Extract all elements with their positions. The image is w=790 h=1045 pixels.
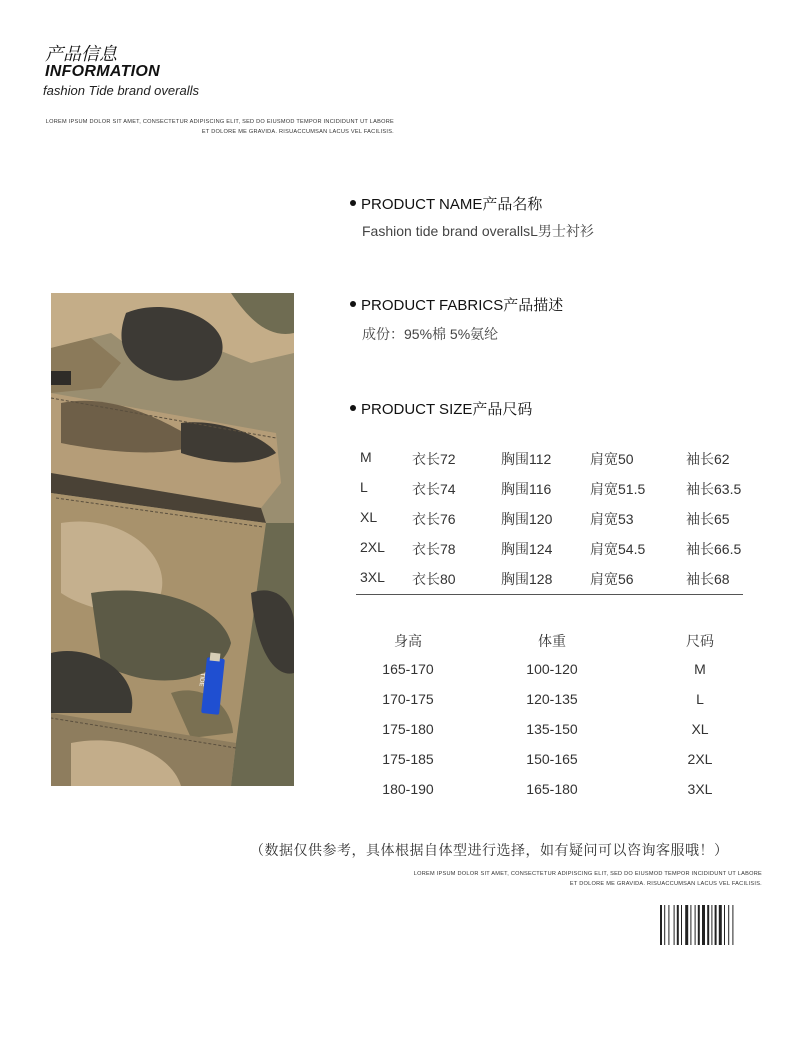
size-cell: 肩宽53 xyxy=(590,511,634,527)
size-table xyxy=(358,443,758,593)
size-cell: 衣长72 xyxy=(412,451,456,467)
barcode-bar xyxy=(732,905,733,945)
heading-text: PRODUCT NAME产品名称 xyxy=(361,196,543,213)
size-cell: 衣长78 xyxy=(412,541,456,557)
size-cell: XL xyxy=(360,509,378,525)
fit-cell: 170-175 xyxy=(382,691,434,707)
barcode-bar xyxy=(685,905,688,945)
fit-cell: 165-170 xyxy=(382,661,434,677)
size-cell: M xyxy=(360,449,372,465)
size-cell: 胸围116 xyxy=(501,481,552,497)
barcode-bar xyxy=(711,905,712,945)
fit-row xyxy=(360,715,760,745)
fit-cell: XL xyxy=(691,721,709,737)
section-divider xyxy=(356,594,743,595)
bullet-dot xyxy=(350,200,356,206)
barcode-bar xyxy=(664,905,665,945)
fit-cell: 120-135 xyxy=(526,691,578,707)
size-cell: 胸围112 xyxy=(501,451,552,467)
fit-cell: 180-190 xyxy=(382,781,434,797)
product-name-value: Fashion tide brand overallsL男士衬衫 xyxy=(362,223,594,239)
size-cell: 肩宽50 xyxy=(590,451,634,467)
barcode-bar xyxy=(719,905,722,945)
barcode-bar xyxy=(674,905,675,945)
lorem-block-top xyxy=(46,117,394,137)
fit-row xyxy=(360,775,760,805)
fit-header-cell: 体重 xyxy=(538,633,566,649)
size-cell: 肩宽51.5 xyxy=(590,481,646,497)
fit-guide-table xyxy=(360,625,760,805)
fit-cell: 2XL xyxy=(687,751,713,767)
size-cell: L xyxy=(360,479,368,495)
bullet-dot xyxy=(350,405,356,411)
lorem-line: ET DOLORE ME GRAVIDA. RISUACCUMSAN LACUS VEL FACILISIS. xyxy=(201,129,394,135)
reference-note: （数据仅供参考，具体根据自体型进行选择，如有疑问可以咨询客服哦！） xyxy=(250,842,729,858)
size-cell: 衣长80 xyxy=(412,571,456,587)
lorem-line: LOREM IPSUM DOLOR SIT AMET, CONSECTETUR ADIPISCING ELIT, SED DO EIUSMOD TEMPOR INCIDIDUNT UT LABORE xyxy=(45,119,394,125)
barcode-bar xyxy=(702,905,705,945)
fit-cell: 135-150 xyxy=(526,721,578,737)
size-cell: 3XL xyxy=(360,569,385,585)
fit-header-cell: 尺码 xyxy=(686,633,714,649)
barcode-icon xyxy=(660,905,760,945)
size-cell: 袖长63.5 xyxy=(686,481,742,497)
size-cell: 袖长66.5 xyxy=(686,541,742,557)
product-fabrics-value: 成份：95%棉 5%氨纶 xyxy=(362,326,499,342)
product-fabrics-heading xyxy=(350,294,563,315)
product-photo xyxy=(51,293,294,786)
size-cell: 肩宽54.5 xyxy=(590,541,646,557)
barcode-bar xyxy=(690,905,691,945)
size-cell: 肩宽56 xyxy=(590,571,634,587)
heading-text: PRODUCT FABRICS产品描述 xyxy=(361,297,564,314)
size-row xyxy=(358,533,758,563)
barcode-bar xyxy=(715,905,717,945)
fit-cell: 3XL xyxy=(687,781,713,797)
size-row xyxy=(358,443,758,473)
fit-cell: L xyxy=(696,691,704,707)
heading-text: PRODUCT SIZE产品尺码 xyxy=(361,401,533,418)
barcode-bar xyxy=(728,905,729,945)
barcode-bar xyxy=(660,905,662,945)
size-row xyxy=(358,473,758,503)
barcode-bar xyxy=(698,905,700,945)
size-row xyxy=(358,503,758,533)
size-cell: 胸围120 xyxy=(501,511,553,527)
size-cell: 胸围128 xyxy=(501,571,553,587)
barcode-bar xyxy=(695,905,696,945)
barcode-bar xyxy=(681,905,682,945)
size-cell: 2XL xyxy=(360,539,385,555)
fit-cell: 150-165 xyxy=(526,751,578,767)
fit-cell: 100-120 xyxy=(526,661,578,677)
label-tag-text: TIDE xyxy=(197,672,205,687)
barcode-bar xyxy=(707,905,709,945)
page-subtitle: fashion Tide brand overalls xyxy=(43,83,199,98)
fit-cell: M xyxy=(694,661,706,677)
fit-header-row xyxy=(360,625,760,655)
size-row xyxy=(358,563,758,593)
lorem-line: LOREM IPSUM DOLOR SIT AMET, CONSECTETUR ADIPISCING ELIT, SED DO EIUSMOD TEMPOR INCIDIDUNT UT LABORE xyxy=(413,871,762,877)
size-cell: 衣长74 xyxy=(412,481,456,497)
bullet-dot xyxy=(350,301,356,307)
fit-header-cell: 身高 xyxy=(394,633,422,649)
barcode-graphic xyxy=(660,905,760,945)
size-cell: 衣长76 xyxy=(412,511,456,527)
product-size-heading xyxy=(350,398,532,419)
size-cell: 胸围124 xyxy=(501,541,553,557)
fit-row xyxy=(360,685,760,715)
fit-cell: 175-180 xyxy=(382,721,434,737)
barcode-bar xyxy=(724,905,725,945)
lorem-block-bottom xyxy=(414,869,762,889)
product-name-heading xyxy=(350,193,542,214)
fit-row xyxy=(360,745,760,775)
size-cell: 袖长62 xyxy=(686,451,730,467)
page-title-cn: 产品信息 xyxy=(45,44,117,64)
fit-row xyxy=(360,655,760,685)
barcode-bar xyxy=(668,905,669,945)
barcode-bar xyxy=(677,905,679,945)
lorem-line: ET DOLORE ME GRAVIDA. RISUACCUMSAN LACUS VEL FACILISIS. xyxy=(569,881,762,887)
page-title-en: INFORMATION xyxy=(45,63,160,80)
size-cell: 袖长68 xyxy=(686,571,730,587)
size-cell: 袖长65 xyxy=(686,511,730,527)
camo-pants-image xyxy=(51,293,294,786)
fit-cell: 165-180 xyxy=(526,781,578,797)
fit-cell: 175-185 xyxy=(382,751,434,767)
